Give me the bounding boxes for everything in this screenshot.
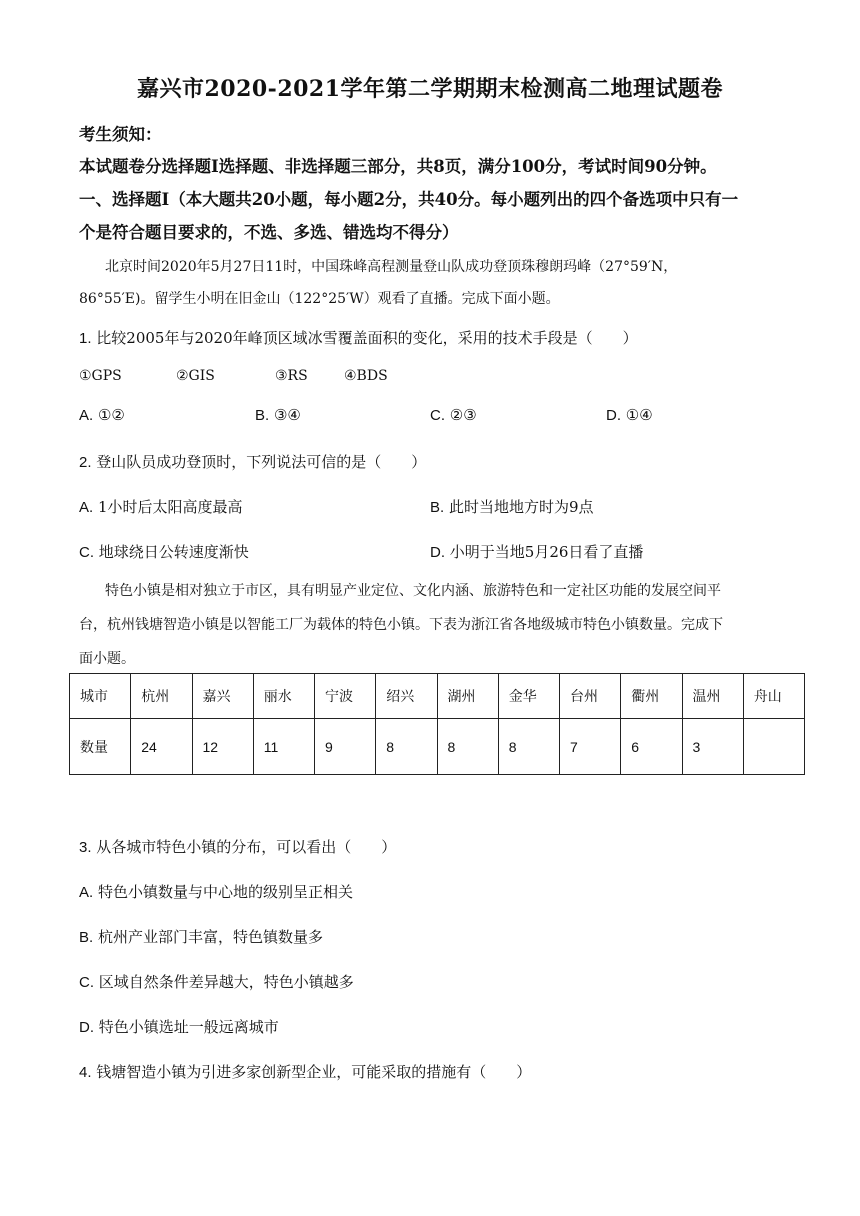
q1-item: ①GPS: [79, 368, 122, 384]
passage2-line1: 特色小镇是相对独立于市区，具有明显产业定位、文化内涵、旅游特色和一定社区功能的发展空间平: [105, 583, 721, 599]
table-cell-city: 金华: [498, 674, 559, 719]
q2-option-a[interactable]: A. 1小时后太阳高度最高: [79, 498, 243, 516]
q3-option-b[interactable]: B. 杭州产业部门丰富，特色镇数量多: [79, 928, 323, 946]
passage2-line3: 面小题。: [79, 651, 135, 667]
table-cell-city: 温州: [682, 674, 743, 719]
q1-item: ③RS: [275, 368, 308, 384]
passage1-line2: 86°55′E)。留学生小明在旧金山（122°25′W）观看了直播。完成下面小题。: [79, 291, 560, 307]
question-stem: 登山队员成功登顶时，下列说法可信的是（ ）: [96, 453, 427, 471]
question-3: [79, 836, 396, 857]
table-cell-city: 杭州: [131, 674, 192, 719]
passage1-line1: 北京时间2020年5月27日11时，中国珠峰高程测量登山队成功登顶珠穆朗玛峰（27°59′N，: [105, 259, 678, 275]
page-title: 嘉兴市2020-2021学年第二学期期末检测高二地理试题卷: [136, 76, 724, 102]
question-1: [79, 327, 638, 348]
table-cell-count: 8: [376, 719, 437, 775]
table-row-label: 数量: [70, 719, 131, 775]
table-cell-count: 11: [253, 719, 314, 775]
notice-line: 本试题卷分选择题Ⅰ选择题、非选择题三部分，共8页，满分100分，考试时间90分钟。: [79, 157, 717, 176]
table-cell-city: 嘉兴: [192, 674, 253, 719]
question-number: 3.: [79, 839, 92, 856]
q1-option-a[interactable]: A. ①②: [79, 406, 125, 424]
notice-heading: 考生须知：: [79, 125, 162, 144]
section1-instructions-line1: 一、选择题Ⅰ（本大题共20小题，每小题2分，共40分。每小题列出的四个备选项中只有一: [79, 190, 739, 209]
question-stem: 比较2005年与2020年峰顶区域冰雪覆盖面积的变化，采用的技术手段是（ ）: [96, 329, 638, 347]
q1-option-d[interactable]: D. ①④: [606, 406, 653, 424]
question-stem: 钱塘智造小镇为引进多家创新型企业，可能采取的措施有（ ）: [96, 1063, 532, 1081]
table-cell-count: [743, 719, 804, 775]
q1-item: ④BDS: [344, 368, 388, 384]
question-4: [79, 1061, 531, 1082]
question-number: 2.: [79, 454, 92, 471]
q1-option-b[interactable]: B. ③④: [255, 406, 301, 424]
table-cell-city: 丽水: [253, 674, 314, 719]
table-row-label: 城市: [70, 674, 131, 719]
table-cell-city: 台州: [560, 674, 621, 719]
q3-option-d[interactable]: D. 特色小镇选址一般远离城市: [79, 1018, 279, 1036]
q2-option-c[interactable]: C. 地球绕日公转速度渐快: [79, 543, 249, 561]
table-cell-city: 衢州: [621, 674, 682, 719]
table-cell-city: 绍兴: [376, 674, 437, 719]
town-count-table: [69, 673, 805, 775]
table-cell-count: 24: [131, 719, 192, 775]
question-2: [79, 451, 426, 472]
table-header-row: [70, 674, 805, 719]
q1-item: ②GIS: [176, 368, 215, 384]
q2-option-b[interactable]: B. 此时当地地方时为9点: [430, 498, 594, 516]
table-row: [70, 719, 805, 775]
passage2-line2: 台，杭州钱塘智造小镇是以智能工厂为载体的特色小镇。下表为浙江省各地级城市特色小镇数量。完成下: [79, 617, 723, 633]
q3-option-a[interactable]: A. 特色小镇数量与中心地的级别呈正相关: [79, 883, 353, 901]
q3-option-c[interactable]: C. 区域自然条件差异越大，特色小镇越多: [79, 973, 354, 991]
q2-option-d[interactable]: D. 小明于当地5月26日看了直播: [430, 543, 644, 561]
question-number: 4.: [79, 1064, 92, 1081]
table-cell-count: 7: [560, 719, 621, 775]
table-cell-city: 宁波: [315, 674, 376, 719]
table-cell-count: 8: [498, 719, 559, 775]
q1-option-c[interactable]: C. ②③: [430, 406, 477, 424]
section1-instructions-line2: 个是符合题目要求的，不选、多选、错选均不得分）: [79, 223, 459, 242]
table-cell-count: 12: [192, 719, 253, 775]
table-cell-count: 3: [682, 719, 743, 775]
table-cell-count: 9: [315, 719, 376, 775]
question-number: 1.: [79, 330, 92, 347]
table-cell-count: 6: [621, 719, 682, 775]
question-stem: 从各城市特色小镇的分布，可以看出（ ）: [96, 838, 397, 856]
table-cell-city: 舟山: [743, 674, 804, 719]
table-cell-city: 湖州: [437, 674, 498, 719]
table-cell-count: 8: [437, 719, 498, 775]
